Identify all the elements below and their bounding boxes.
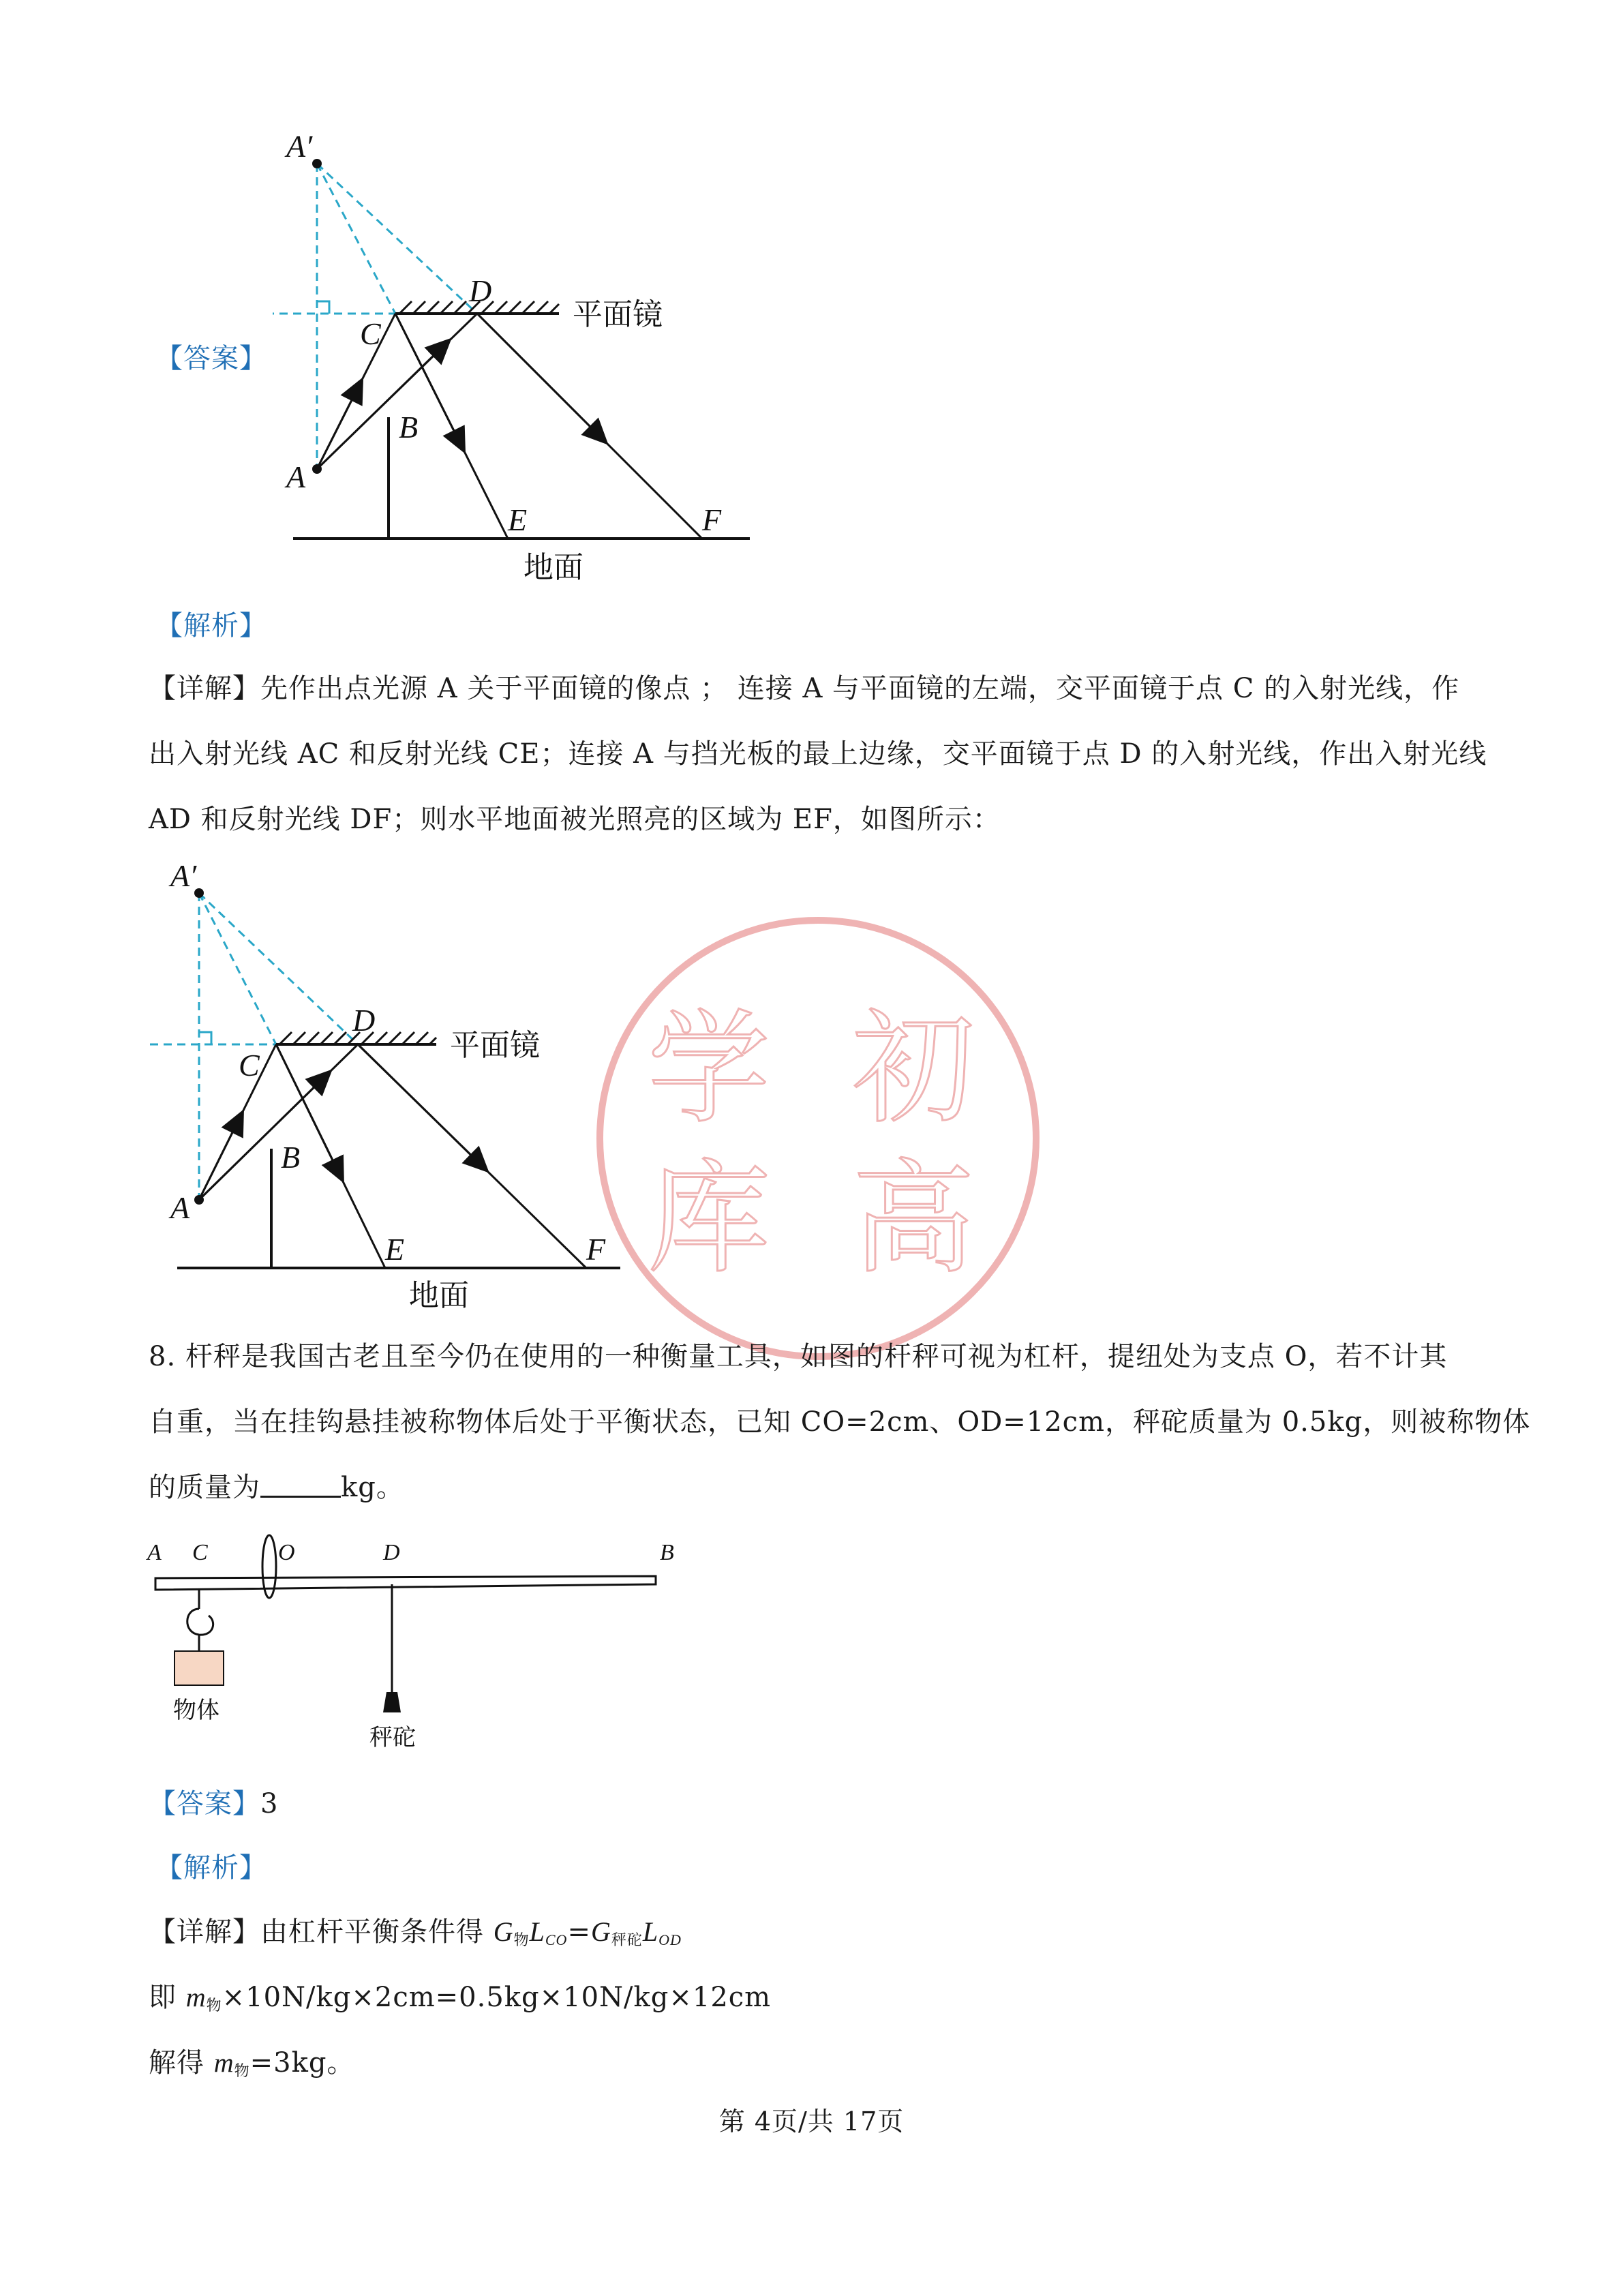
lever-label-a: A (147, 1540, 162, 1565)
weight-label: 秤砣 (369, 1724, 416, 1751)
label-a-prime: A′ (170, 859, 197, 893)
ground-label: 地面 (524, 550, 583, 585)
label-e: E (385, 1232, 405, 1267)
label-b: B (399, 410, 419, 444)
page-footer: 第 4页/共 17页 (718, 2106, 905, 2136)
analysis-tag-1: 【解析】 (155, 610, 267, 641)
label-e: E (508, 502, 528, 537)
label-f: F (586, 1232, 606, 1267)
label-d: D (469, 273, 492, 308)
watermark-char: 初 (852, 998, 975, 1141)
optics-diagram-1 (273, 123, 763, 586)
lever-label-o: O (278, 1540, 295, 1565)
detail-line-1 (149, 668, 1459, 709)
detail2-line: 【详解】由杠杆平衡条件得 $G_物L_{CO}=G_{秤砣}L_{OD}$ (149, 1916, 682, 1949)
optics-diagram-2 (150, 859, 641, 1323)
label-f: F (702, 502, 722, 537)
mirror-label: 平面镜 (450, 1028, 540, 1063)
answer-tag-2: 【答案】 (149, 1788, 260, 1819)
answer-blank (260, 1471, 341, 1498)
watermark-char: 高 (852, 1148, 975, 1290)
ground-label: 地面 (409, 1278, 469, 1313)
watermark-char: 库 (648, 1148, 771, 1290)
detail-tag: 【详解】 (149, 673, 260, 704)
label-b: B (281, 1140, 301, 1175)
answer-tag-1: 【答案】 (155, 343, 267, 374)
label-a: A (286, 459, 306, 494)
q8-prefix: 的质量为 (149, 1472, 260, 1503)
label-c: C (360, 316, 381, 351)
answer-value: 3 (260, 1788, 279, 1819)
label-a-prime: A′ (286, 129, 313, 164)
detail-text: 先作出点光源 A 关于平面镜的像点 ； 连接 A 与平面镜的左端，交平面镜于点 C 的入射光线，作 (260, 673, 1460, 704)
q8-line-2: 自重，当在挂钩悬挂被称物体后处于平衡状态，已知 CO=2cm、OD=12cm，秤砣质量为 0.5kg，则被称物体 (149, 1406, 1531, 1438)
mirror-label: 平面镜 (573, 297, 663, 332)
detail2-tag: 【详解】 (149, 1916, 260, 1948)
answer-line-2 (149, 1783, 278, 1824)
label-a: A (170, 1190, 190, 1225)
q8-line-1: 8. 杆秤是我国古老且至今仍在使用的一种衡量工具，如图的杆秤可视为杠杆，提纽处为支点 O，若不计其 (149, 1341, 1448, 1372)
object-label: 物体 (173, 1697, 219, 1724)
analysis-tag-2: 【解析】 (155, 1852, 267, 1884)
q8-suffix: kg。 (341, 1472, 404, 1503)
equation-line-2: 解得 $m_物=3kg$。 (149, 2047, 355, 2080)
watermark-char: 学 (648, 998, 771, 1141)
detail-line-3: AD 和反射光线 DF；则水平地面被光照亮的区域为 EF，如图所示： (149, 804, 1001, 835)
lever-label-b: B (660, 1540, 674, 1565)
lever-label-d: D (383, 1540, 400, 1565)
detail-line-2: 出入射光线 AC 和反射光线 CE；连接 A 与挡光板的最上边缘，交平面镜于点 D 的入射光线，作出入射光线 (149, 738, 1487, 770)
lever-label-c: C (192, 1540, 208, 1565)
label-d: D (352, 1003, 376, 1038)
lever-diagram (143, 1513, 702, 1772)
equation-line-1: 即 $m_物\times 10N/kg\times 2cm=0.5kg\times 10N/kg\times 12cm$ (149, 1982, 772, 2014)
label-c: C (239, 1048, 260, 1083)
q8-line-3 (149, 1467, 404, 1508)
